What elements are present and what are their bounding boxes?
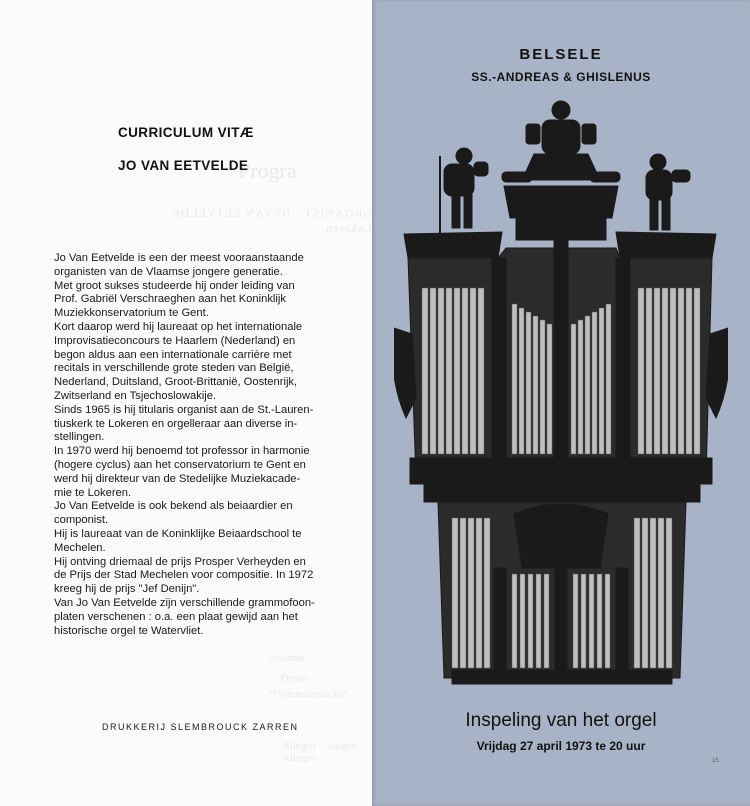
bio-line: de Prijs der Stad Mechelen voor compositie. In 1972	[54, 569, 314, 582]
cv-name: JO VAN EETVELDE	[118, 158, 249, 173]
bio-line: stellingen.	[54, 431, 105, 444]
bio-line: In 1970 werd hij benoemd tot professor in harmonie	[54, 445, 310, 458]
bio-line: Kort daarop werd hij laureaat op het internationale	[54, 320, 303, 333]
bio-line: Muziekkonservatorium te Gent.	[54, 307, 209, 320]
bio-line: Sinds 1965 is hij titularis organist aan de St.-Lauren-	[54, 403, 314, 416]
printer-credit: DRUKKERIJ SLEMBROUCK ZARREN	[102, 722, 299, 732]
organ-illustration	[394, 98, 728, 688]
bio-line: (hogere cyclus) aan het conservatorium te Gent en	[54, 458, 306, 471]
show-through-decoration: Presto	[280, 672, 308, 684]
biography	[54, 252, 326, 638]
bio-line: Zwitserland en Tsjechoslowakije.	[54, 389, 217, 402]
bio-line: kreeg hij de prijs "Jef Denijn".	[54, 583, 200, 596]
show-through-decoration: ORGANIST : JO VAN EETVELDE - Lokeren	[162, 206, 372, 235]
bio-line: platen verschenen : o.a. een plaat gewijd aan het	[54, 610, 298, 623]
bio-line: recitals in verschillende grote steden van België,	[54, 362, 294, 375]
bio-line: Mechelen.	[54, 541, 106, 554]
show-through-decoration: "Flötenuhrstücke"	[268, 688, 348, 700]
left-angel-icon	[440, 148, 488, 233]
bio-line: Prof. Gabriël Verschraeghen aan het Koninklijk	[54, 293, 286, 306]
event-date: Vrijdag 27 april 1973 te 20 uur	[476, 739, 646, 753]
bio-line: Hij ontving driemaal de prijs Prosper Verheyden en	[54, 555, 306, 568]
show-through-decoration: Progra	[238, 158, 297, 183]
church-title: BELSELE	[519, 46, 603, 63]
show-through-decoration: Andante	[268, 652, 306, 664]
bio-line: Nederland, Duitsland, Groot-Brittanië, Oostenrijk,	[54, 376, 298, 389]
bio-line: mie te Lokeren.	[54, 486, 132, 499]
bio-line: Met groot sukses studeerde hij onder leiding van	[54, 279, 295, 292]
bio-line: Jo Van Eetvelde is ook bekend als beiaardier en	[54, 500, 293, 513]
event-title: Inspeling van het orgel	[465, 710, 657, 731]
bio-line: Jo Van Eetvelde is een der meest vooraanstaande	[54, 252, 304, 264]
bio-line: componist.	[54, 514, 109, 527]
church-subtitle: SS.-ANDREAS & GHISLENUS	[471, 70, 651, 84]
bio-line: Van Jo Van Eetvelde zijn verschillende grammofoon-	[54, 596, 315, 609]
bio-line: Hij is laureaat van de Koninklijke Beiaardschool te	[54, 527, 302, 540]
bio-line: historische orgel te Watervliet.	[54, 624, 204, 637]
bio-line: werd hij direkteur van de Stedelijke Muziekacade-	[54, 472, 301, 485]
cv-title: CURRICULUM VITÆ	[118, 125, 254, 140]
bio-line: tiuskerk te Lokeren en orgelleraar aan diverse in-	[54, 417, 298, 430]
bio-line: Improvisatieconcours te Haarlem (Nederland) en	[54, 334, 296, 347]
right-angel-icon	[646, 154, 690, 230]
bio-line: begon aldus aan een internationale carrière met	[54, 348, 292, 361]
bio-line: organisten van de Vlaamse jongere generatie.	[54, 265, 283, 278]
fine-print: 15	[712, 758, 719, 764]
center-angel-icon	[502, 101, 620, 182]
show-through-decoration: Allegro - Adagio - Allegro	[282, 740, 363, 764]
